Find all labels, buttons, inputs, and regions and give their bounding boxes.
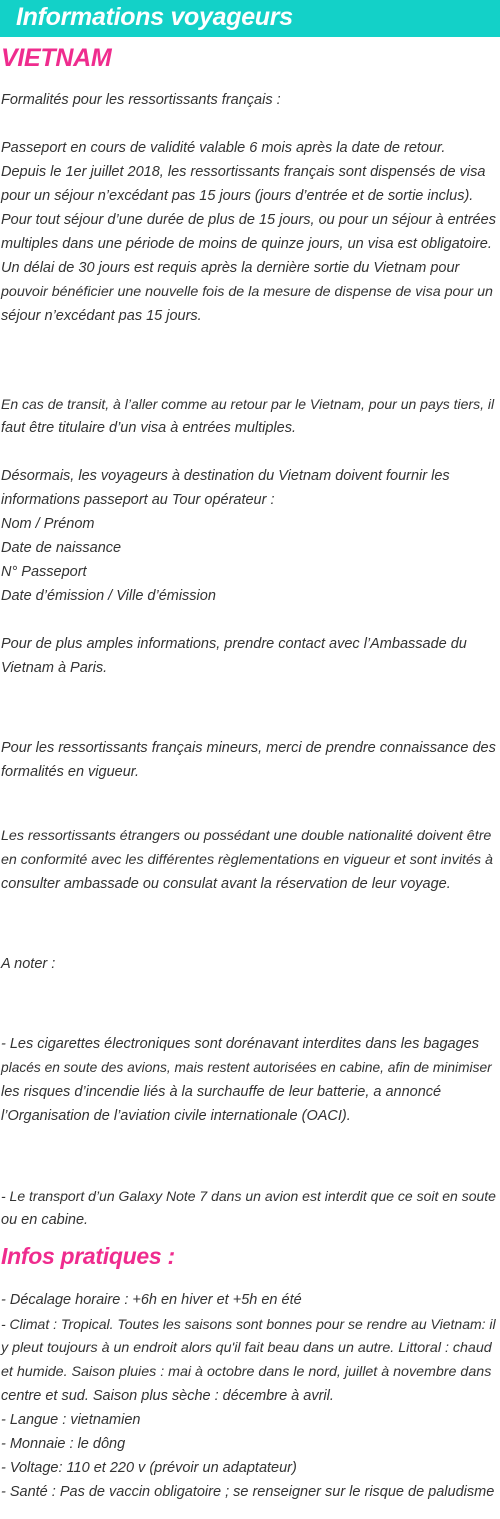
text-line: Vietnam à Paris. xyxy=(1,660,108,676)
text-line: Date de naissance xyxy=(1,540,122,556)
text-line: Nom / Prénom xyxy=(1,516,95,532)
text-line: pour un séjour n’excédant pas 15 jours (jours d’entrée et de sortie inclus). xyxy=(1,188,474,204)
text-line: Pour les ressortissants français mineurs, merci de prendre connaissance des xyxy=(1,740,496,756)
info-line: y pleut toujours à un endroit alors qu'il fait beau dans un autre. Littoral : chaud xyxy=(1,1340,492,1356)
text-line: en conformité avec les différentes règlementations en vigueur et sont invités à xyxy=(1,852,493,868)
text-line: Date d’émission / Ville d’émission xyxy=(1,588,216,604)
text-line: informations passeport au Tour opérateur : xyxy=(1,492,275,508)
text-line: Pour de plus amples informations, prendre contact avec l’Ambassade du xyxy=(1,636,467,652)
text-line: multiples dans une période de moins de quinze jours, un visa est obligatoire. xyxy=(1,236,492,252)
text-line: les risques d’incendie liés à la surchauffe de leur batterie, a annoncé xyxy=(1,1084,442,1100)
text-line: - Le transport d’un Galaxy Note 7 dans un avion est interdit que ce soit en soute xyxy=(1,1188,496,1204)
text-line: ou en cabine. xyxy=(1,1212,89,1228)
text-line: Les ressortissants étrangers ou possédant une double nationalité doivent être xyxy=(1,828,492,844)
text-line: séjour n’excédant pas 15 jours. xyxy=(1,308,202,324)
info-line: - Voltage: 110 et 220 v (prévoir un adaptateur) xyxy=(1,1460,297,1476)
text-line: faut être titulaire d’un visa à entrées multiples. xyxy=(1,420,296,436)
text-line: Pour tout séjour d’une durée de plus de 15 jours, ou pour un séjour à entrées xyxy=(1,212,496,228)
info-line: et humide. Saison pluies : mai à octobre dans le nord, juillet à novembre dans xyxy=(1,1364,492,1380)
info-line: - Langue : vietnamien xyxy=(1,1412,141,1428)
text-line: N° Passeport xyxy=(1,564,87,580)
text-line: pouvoir bénéficier une nouvelle fois de la mesure de dispense de visa pour un xyxy=(1,284,493,300)
text-line: l’Organisation de l’aviation civile internationale (OACI). xyxy=(1,1108,351,1124)
text-line: Passeport en cours de validité valable 6 mois après la date de retour. xyxy=(1,140,446,156)
text-line: - Les cigarettes électroniques sont dorénavant interdites dans les bagages xyxy=(1,1036,479,1052)
text-line: Un délai de 30 jours est requis après la dernière sortie du Vietnam pour xyxy=(1,260,460,276)
text-line: consulter ambassade ou consulat avant la réservation de leur voyage. xyxy=(1,876,451,892)
infos-pratiques-heading: Infos pratiques : xyxy=(1,1243,175,1269)
page-title: Informations voyageurs xyxy=(16,3,293,31)
text-line: A noter : xyxy=(1,956,56,972)
text-line: formalités en vigueur. xyxy=(1,764,140,780)
text-line: placés en soute des avions, mais restent autorisées en cabine, afin de minimiser xyxy=(1,1060,492,1075)
info-line: centre et sud. Saison plus sèche : décembre à avril. xyxy=(1,1388,334,1404)
info-line: - Décalage horaire : +6h en hiver et +5h en été xyxy=(1,1292,302,1308)
info-line: - Monnaie : le dông xyxy=(1,1436,126,1452)
text-line: Désormais, les voyageurs à destination du Vietnam doivent fournir les xyxy=(1,468,450,484)
text-line: Depuis le 1er juillet 2018, les ressortissants français sont dispensés de visa xyxy=(1,164,486,180)
text-line: Formalités pour les ressortissants français : xyxy=(1,92,281,108)
info-line: - Climat : Tropical. Toutes les saisons sont bonnes pour se rendre au Vietnam: il xyxy=(1,1316,496,1332)
header-bar xyxy=(0,0,500,37)
info-line: - Santé : Pas de vaccin obligatoire ; se renseigner sur le risque de paludisme xyxy=(1,1484,495,1500)
text-line: En cas de transit, à l’aller comme au retour par le Vietnam, pour un pays tiers, il xyxy=(1,396,495,412)
country-heading: VIETNAM xyxy=(1,44,112,72)
